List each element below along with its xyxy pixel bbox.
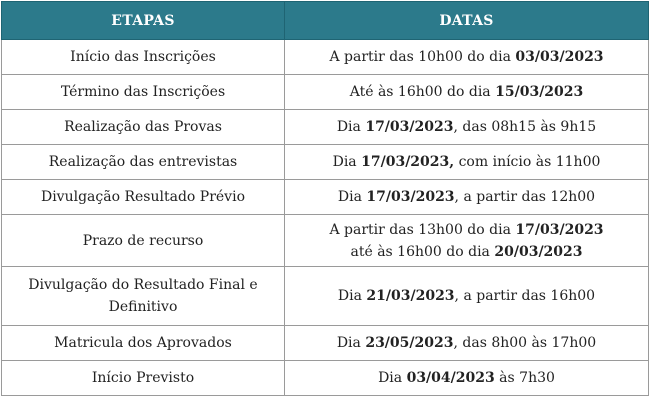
etapa-cell: Prazo de recurso (2, 215, 285, 267)
table-row (2, 326, 649, 361)
etapa-cell: Divulgação do Resultado Final e Definitivo (2, 267, 285, 326)
table-row (2, 40, 649, 75)
table-row (2, 110, 649, 145)
data-cell: Dia 03/04/2023 às 7h30 (285, 361, 649, 396)
header-etapas: ETAPAS (2, 2, 285, 40)
data-cell: Dia 17/03/2023, das 08h15 às 9h15 (285, 110, 649, 145)
table-row (2, 361, 649, 396)
data-cell: Até às 16h00 do dia 15/03/2023 (285, 75, 649, 110)
data-cell: A partir das 10h00 do dia 03/03/2023 (285, 40, 649, 75)
data-cell: Dia 17/03/2023, com início às 11h00 (285, 145, 649, 180)
table-row (2, 145, 649, 180)
table-row (2, 75, 649, 110)
header-datas: DATAS (285, 2, 649, 40)
table-header-row (2, 2, 649, 40)
etapa-cell: Realização das Provas (2, 110, 285, 145)
data-cell: Dia 23/05/2023, das 8h00 às 17h00 (285, 326, 649, 361)
etapa-cell: Matricula dos Aprovados (2, 326, 285, 361)
table-row (2, 215, 649, 267)
etapa-cell: Início das Inscrições (2, 40, 285, 75)
data-cell: Dia 17/03/2023, a partir das 12h00 (285, 180, 649, 215)
table-row (2, 180, 649, 215)
data-cell: Dia 21/03/2023, a partir das 16h00 (285, 267, 649, 326)
schedule-table (1, 1, 649, 396)
table-row (2, 267, 649, 326)
etapa-cell: Início Previsto (2, 361, 285, 396)
etapa-cell: Divulgação Resultado Prévio (2, 180, 285, 215)
etapa-cell: Realização das entrevistas (2, 145, 285, 180)
data-cell: A partir das 13h00 do dia 17/03/2023 até às 16h00 do dia 20/03/2023 (285, 215, 649, 267)
etapa-cell: Término das Inscrições (2, 75, 285, 110)
